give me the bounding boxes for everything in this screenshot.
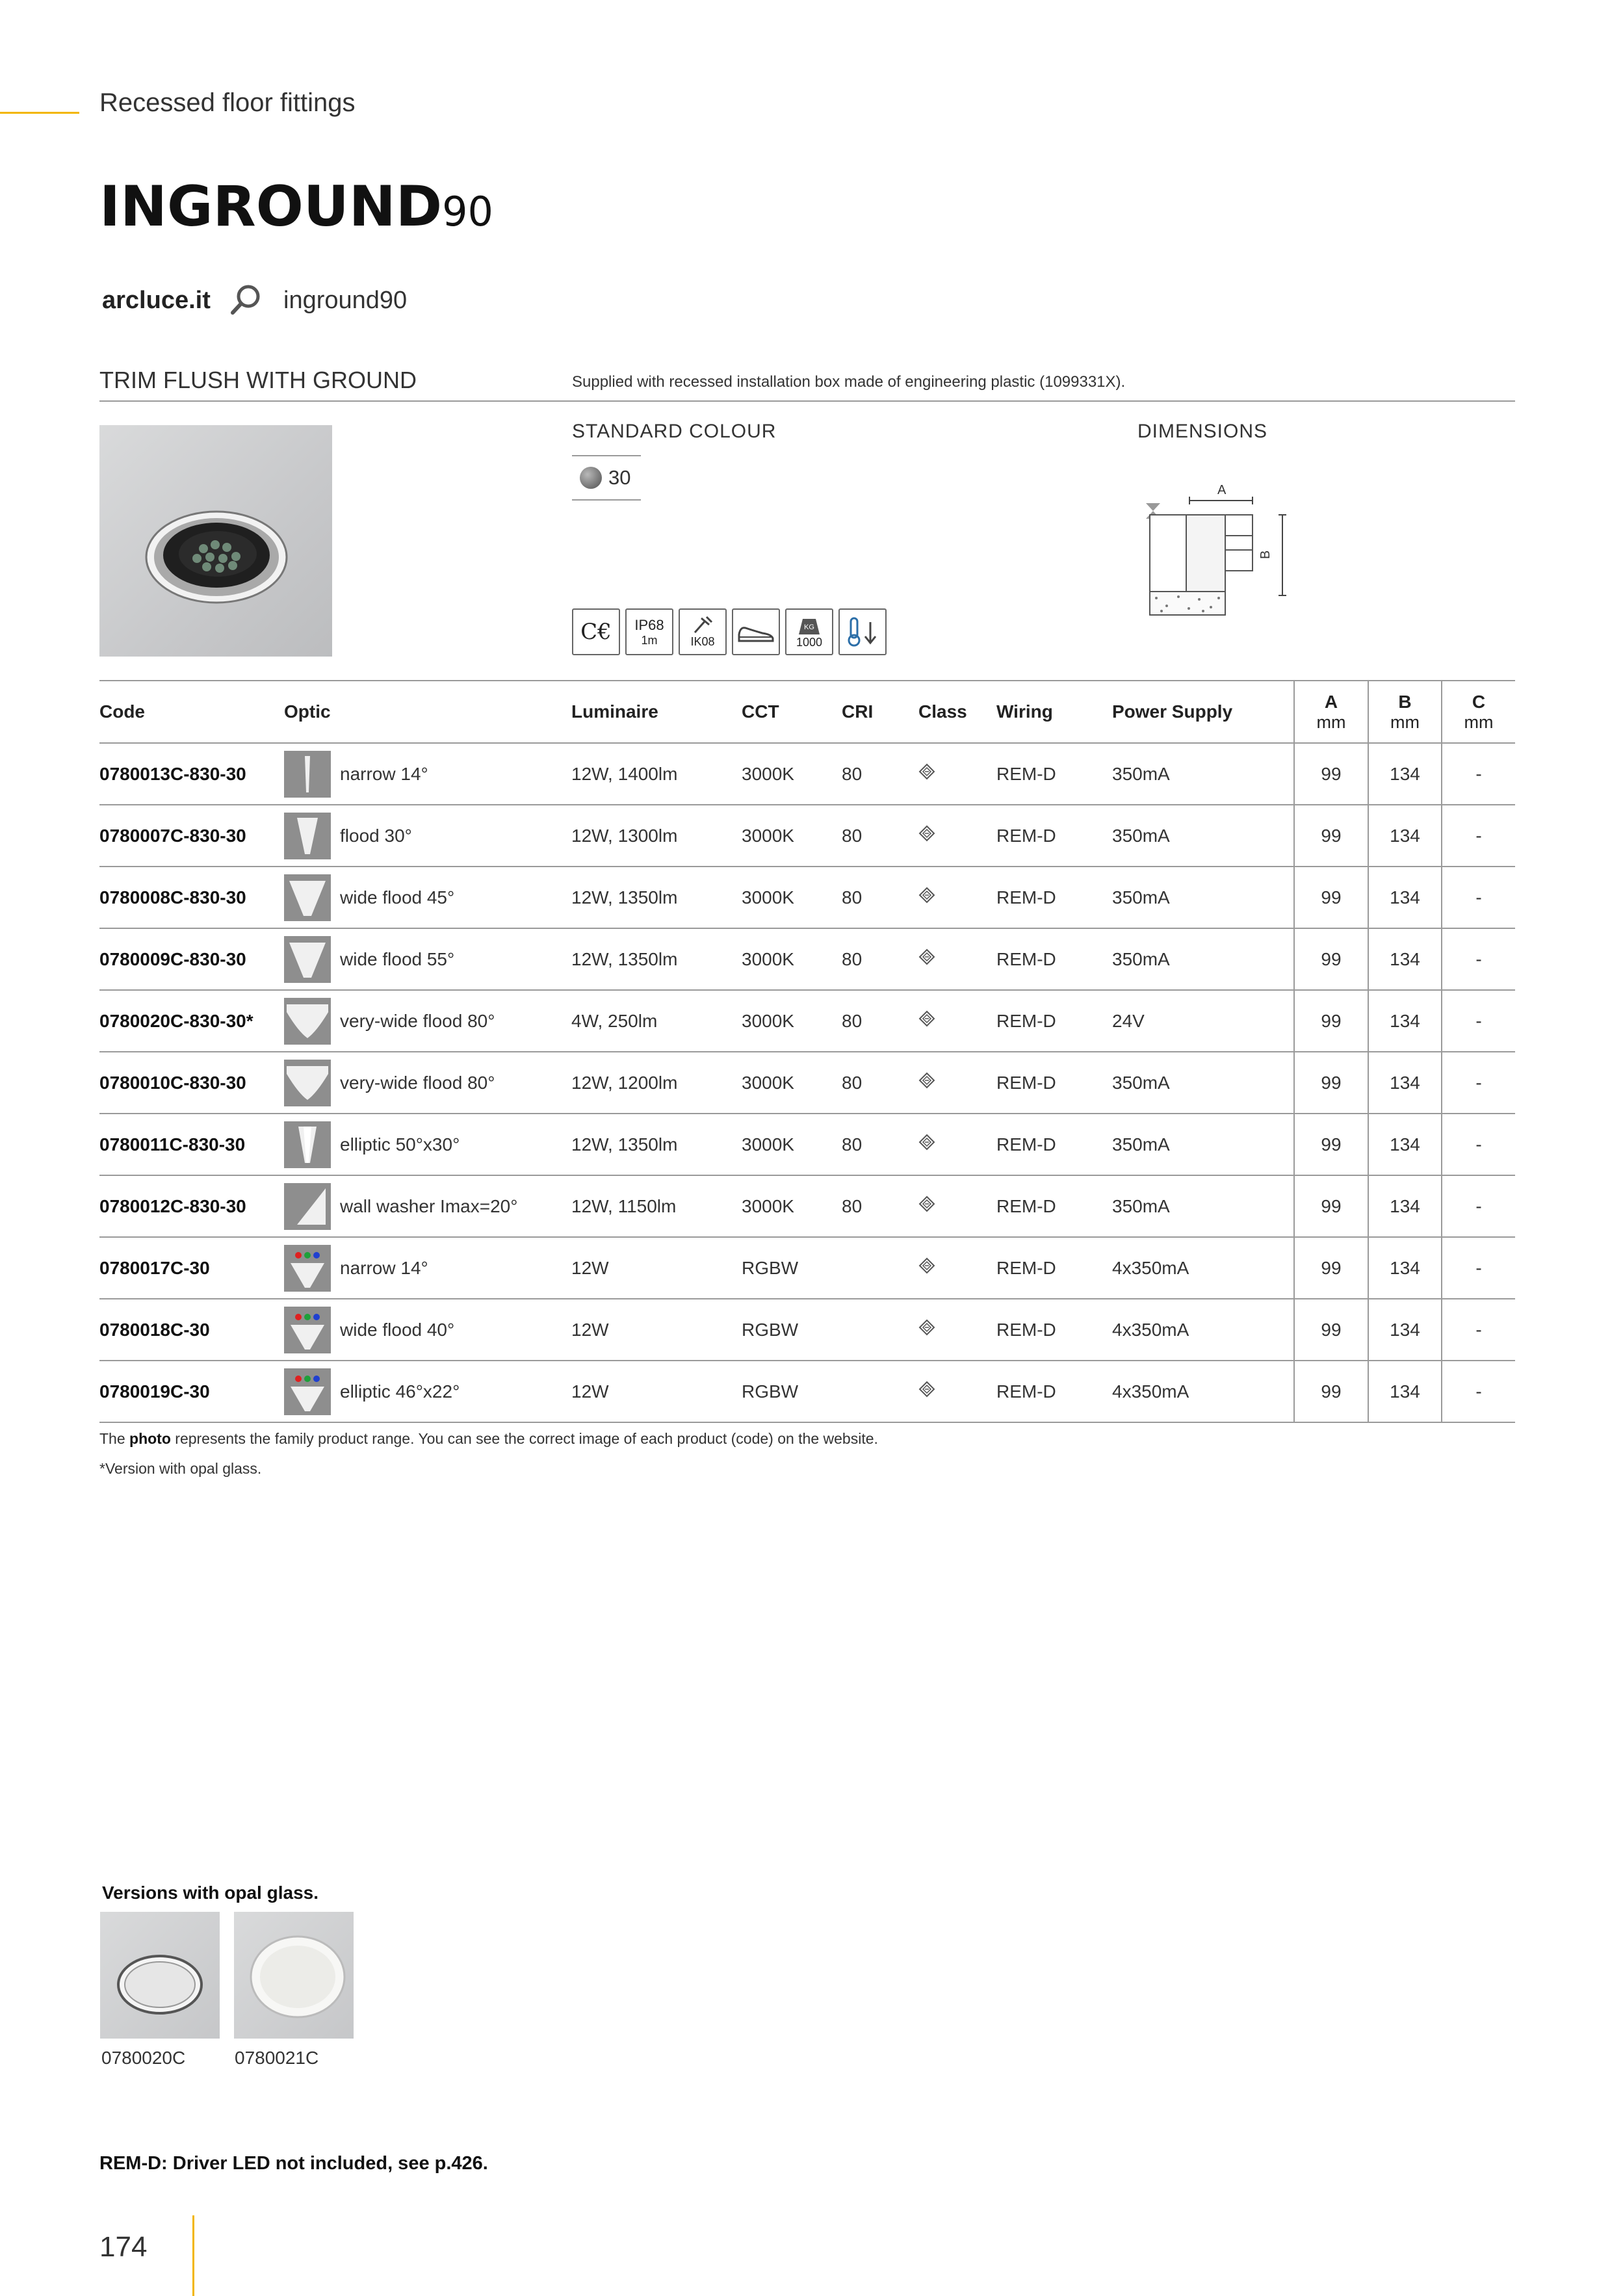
optic-wrapper	[284, 1368, 571, 1415]
ce-mark-text: C€	[580, 619, 612, 645]
cell-class	[918, 1361, 996, 1422]
table-row	[99, 1052, 1515, 1114]
opal-luminaire-illustration	[100, 1912, 220, 2039]
specification-table	[99, 680, 1515, 1423]
cell-a: 99	[1294, 990, 1368, 1052]
cell-cct: RGBW	[742, 1361, 842, 1422]
optic-wrapper	[284, 936, 571, 983]
cell-code: 0780011C-830-30	[99, 1114, 284, 1175]
standard-colour-label: STANDARD COLOUR	[572, 421, 777, 442]
cell-a: 99	[1294, 1299, 1368, 1361]
cell-luminaire: 12W, 1300lm	[571, 805, 742, 867]
title-main: INGROUND	[99, 174, 443, 239]
certification-icons	[572, 608, 887, 658]
cell-luminaire: 4W, 250lm	[571, 990, 742, 1052]
cell-cri	[842, 1237, 918, 1299]
optic-wrapper	[284, 1307, 571, 1353]
cell-b: 134	[1368, 805, 1442, 867]
cell-luminaire: 12W, 1150lm	[571, 1175, 742, 1237]
table-row	[99, 805, 1515, 867]
page-number: 174	[99, 2231, 148, 2263]
class-iii-icon	[918, 1134, 935, 1151]
header-wiring: Wiring	[996, 681, 1112, 743]
header-cri: CRI	[842, 681, 918, 743]
cell-c: -	[1442, 867, 1515, 928]
table-row	[99, 1299, 1515, 1361]
shoe-icon	[736, 620, 775, 644]
cell-b: 134	[1368, 1114, 1442, 1175]
product-title	[99, 174, 493, 239]
cell-b: 134	[1368, 743, 1442, 805]
footer-accent-line	[192, 2215, 194, 2296]
cell-cct: 3000K	[742, 805, 842, 867]
header-optic: Optic	[284, 681, 571, 743]
cell-power-supply: 350mA	[1112, 867, 1294, 928]
cell-wiring: REM-D	[996, 743, 1112, 805]
cell-code: 0780012C-830-30	[99, 1175, 284, 1237]
weight-unit: KG	[804, 623, 814, 631]
optic-wrapper	[284, 751, 571, 798]
cell-optic	[284, 1361, 571, 1422]
ik08-icon	[679, 608, 727, 655]
opal-versions-title: Versions with opal glass.	[102, 1883, 318, 1903]
ip68-depth: 1m	[641, 633, 658, 647]
optic-rgb-icon	[284, 1368, 331, 1415]
cell-code: 0780017C-30	[99, 1237, 284, 1299]
cell-optic	[284, 805, 571, 867]
cell-power-supply: 4x350mA	[1112, 1361, 1294, 1422]
header-c-label: C	[1472, 691, 1486, 712]
cell-c: -	[1442, 1299, 1515, 1361]
cell-class	[918, 1237, 996, 1299]
cell-c: -	[1442, 1052, 1515, 1114]
opal-photo-0780020c	[100, 1912, 220, 2039]
cell-b: 134	[1368, 1237, 1442, 1299]
class-iii-icon	[918, 763, 935, 780]
optic-wrapper	[284, 874, 571, 921]
cell-code: 0780013C-830-30	[99, 743, 284, 805]
table-row	[99, 867, 1515, 928]
cell-b: 134	[1368, 1175, 1442, 1237]
cell-a: 99	[1294, 1361, 1368, 1422]
cell-cri: 80	[842, 1175, 918, 1237]
cell-code: 0780007C-830-30	[99, 805, 284, 867]
cell-code: 0780018C-30	[99, 1299, 284, 1361]
search-icon[interactable]	[227, 282, 264, 319]
optic-label: narrow 14°	[340, 763, 428, 784]
cell-luminaire: 12W, 1350lm	[571, 1114, 742, 1175]
cell-code: 0780008C-830-30	[99, 867, 284, 928]
optic-wrapper	[284, 1245, 571, 1292]
product-photo	[99, 425, 332, 657]
colour-code: 30	[608, 466, 631, 489]
cell-power-supply: 350mA	[1112, 1114, 1294, 1175]
cell-optic	[284, 1299, 571, 1361]
load-value: 1000	[796, 635, 823, 649]
header-luminaire: Luminaire	[571, 681, 742, 743]
cell-luminaire: 12W, 1400lm	[571, 743, 742, 805]
cell-wiring: REM-D	[996, 1361, 1112, 1422]
cell-luminaire: 12W	[571, 1361, 742, 1422]
cell-class	[918, 990, 996, 1052]
opal-luminaire-illustration	[234, 1912, 354, 2039]
cell-power-supply: 24V	[1112, 990, 1294, 1052]
class-iii-icon	[918, 1072, 935, 1089]
cell-optic	[284, 990, 571, 1052]
cell-b: 134	[1368, 1361, 1442, 1422]
cell-optic	[284, 1175, 571, 1237]
colour-swatch	[580, 467, 602, 489]
header-class: Class	[918, 681, 996, 743]
optic-label: wide flood 40°	[340, 1319, 455, 1340]
cell-luminaire: 12W	[571, 1237, 742, 1299]
photo-note-pre: The	[99, 1430, 130, 1447]
cell-luminaire: 12W, 1350lm	[571, 867, 742, 928]
cell-a: 99	[1294, 1114, 1368, 1175]
cell-class	[918, 805, 996, 867]
header-a	[1294, 681, 1368, 743]
cell-code: 0780010C-830-30	[99, 1052, 284, 1114]
cell-wiring: REM-D	[996, 1175, 1112, 1237]
cell-power-supply: 350mA	[1112, 805, 1294, 867]
cell-luminaire: 12W, 1200lm	[571, 1052, 742, 1114]
load-1000kg-icon	[785, 608, 833, 655]
table-header-row	[99, 681, 1515, 743]
optic-label: wide flood 55°	[340, 948, 455, 969]
table-row	[99, 1361, 1515, 1422]
dimensions-label: DIMENSIONS	[1137, 421, 1268, 442]
header-a-label: A	[1324, 691, 1338, 712]
cell-optic	[284, 1114, 571, 1175]
optic-wrapper	[284, 813, 571, 859]
cell-class	[918, 1114, 996, 1175]
luminaire-illustration	[99, 425, 332, 657]
optic-elliptic-icon	[284, 1121, 331, 1168]
cell-luminaire: 12W	[571, 1299, 742, 1361]
cell-a: 99	[1294, 1237, 1368, 1299]
cell-power-supply: 350mA	[1112, 743, 1294, 805]
cell-wiring: REM-D	[996, 928, 1112, 990]
thermometer-icon	[843, 616, 882, 648]
photo-note-post: represents the family product range. You can see the correct image of each product (code) on the website.	[170, 1430, 878, 1447]
cell-code: 0780020C-830-30*	[99, 990, 284, 1052]
opal-photo-0780021c	[234, 1912, 354, 2039]
optic-wrapper	[284, 1121, 571, 1168]
optic-washer-icon	[284, 1183, 331, 1230]
opal-code-0780020c: 0780020C	[101, 2048, 186, 2068]
optic-label: flood 30°	[340, 825, 412, 846]
cell-b: 134	[1368, 1299, 1442, 1361]
trim-label: TRIM FLUSH WITH GROUND	[99, 367, 417, 393]
optic-narrow-icon	[284, 751, 331, 798]
walk-over-icon	[732, 608, 780, 655]
cell-wiring: REM-D	[996, 1052, 1112, 1114]
cell-cct: 3000K	[742, 1114, 842, 1175]
cell-b: 134	[1368, 1052, 1442, 1114]
colour-swatch-row	[572, 455, 641, 501]
cell-cri: 80	[842, 1052, 918, 1114]
optic-wide-icon	[284, 936, 331, 983]
photo-note-bold: photo	[129, 1430, 171, 1447]
table-body	[99, 743, 1515, 1422]
cell-a: 99	[1294, 805, 1368, 867]
table-row	[99, 928, 1515, 990]
cell-cri	[842, 1361, 918, 1422]
dim-b-label: B	[1258, 550, 1273, 559]
optic-rgb-icon	[284, 1307, 331, 1353]
cell-cri: 80	[842, 743, 918, 805]
cell-optic	[284, 867, 571, 928]
optic-label: elliptic 46°x22°	[340, 1381, 460, 1402]
class-iii-icon	[918, 1319, 935, 1336]
ce-mark-icon	[572, 608, 620, 655]
cell-a: 99	[1294, 743, 1368, 805]
dimensions-drawing	[1141, 481, 1303, 624]
supplied-note: Supplied with recessed installation box made of engineering plastic (1099331X).	[572, 373, 1126, 391]
cell-c: -	[1442, 805, 1515, 867]
cell-class	[918, 1052, 996, 1114]
cell-cri: 80	[842, 928, 918, 990]
table-row	[99, 1175, 1515, 1237]
cell-wiring: REM-D	[996, 1299, 1112, 1361]
optic-label: wide flood 45°	[340, 887, 455, 907]
cell-a: 99	[1294, 1052, 1368, 1114]
class-iii-icon	[918, 1381, 935, 1398]
opal-glass-note: *Version with opal glass.	[99, 1460, 262, 1477]
optic-label: narrow 14°	[340, 1257, 428, 1278]
cell-code: 0780019C-30	[99, 1361, 284, 1422]
optic-wrapper	[284, 1183, 571, 1230]
optic-rgb-icon	[284, 1245, 331, 1292]
cell-power-supply: 350mA	[1112, 928, 1294, 990]
table-row	[99, 1237, 1515, 1299]
table-row	[99, 743, 1515, 805]
cell-optic	[284, 1237, 571, 1299]
cell-code: 0780009C-830-30	[99, 928, 284, 990]
cell-wiring: REM-D	[996, 990, 1112, 1052]
cell-class	[918, 867, 996, 928]
cell-cct: RGBW	[742, 1237, 842, 1299]
cell-b: 134	[1368, 928, 1442, 990]
header-accent-line	[0, 112, 79, 114]
ip68-text: IP68	[634, 616, 664, 633]
header-a-unit: mm	[1316, 712, 1346, 732]
dim-a-label: A	[1217, 483, 1227, 497]
header-c-unit: mm	[1464, 712, 1494, 732]
cell-a: 99	[1294, 867, 1368, 928]
cell-c: -	[1442, 1361, 1515, 1422]
cell-cct: 3000K	[742, 1052, 842, 1114]
cell-c: -	[1442, 928, 1515, 990]
cell-cri	[842, 1299, 918, 1361]
brand-site-link[interactable]: arcluce.it	[102, 287, 211, 314]
class-iii-icon	[918, 887, 935, 904]
cell-cct: 3000K	[742, 928, 842, 990]
ip68-icon	[625, 608, 673, 655]
cell-cri: 80	[842, 867, 918, 928]
optic-wrapper	[284, 1060, 571, 1106]
optic-label: wall washer Imax=20°	[340, 1195, 518, 1216]
cell-cct: 3000K	[742, 1175, 842, 1237]
title-suffix: 90	[442, 188, 493, 235]
class-iii-icon	[918, 948, 935, 965]
search-term[interactable]: inground90	[283, 287, 408, 314]
cell-optic	[284, 743, 571, 805]
weight-icon	[796, 615, 822, 636]
cell-cct: 3000K	[742, 867, 842, 928]
hammer-icon	[688, 616, 717, 635]
optic-wrapper	[284, 998, 571, 1045]
class-iii-icon	[918, 1010, 935, 1027]
header-b-unit: mm	[1390, 712, 1420, 732]
cell-wiring: REM-D	[996, 1114, 1112, 1175]
cell-b: 134	[1368, 990, 1442, 1052]
table-row	[99, 990, 1515, 1052]
cell-a: 99	[1294, 1175, 1368, 1237]
category-label: Recessed floor fittings	[99, 88, 356, 117]
cell-wiring: REM-D	[996, 805, 1112, 867]
cell-cri: 80	[842, 805, 918, 867]
cell-luminaire: 12W, 1350lm	[571, 928, 742, 990]
header-c	[1442, 681, 1515, 743]
cell-c: -	[1442, 1175, 1515, 1237]
cell-power-supply: 4x350mA	[1112, 1237, 1294, 1299]
optic-label: elliptic 50°x30°	[340, 1134, 460, 1155]
cell-a: 99	[1294, 928, 1368, 990]
temperature-icon	[838, 608, 887, 655]
section-divider	[99, 400, 1515, 402]
optic-wide-icon	[284, 874, 331, 921]
cell-wiring: REM-D	[996, 1237, 1112, 1299]
cell-class	[918, 928, 996, 990]
cell-cct: 3000K	[742, 743, 842, 805]
header-b	[1368, 681, 1442, 743]
header-b-label: B	[1398, 691, 1412, 712]
cell-b: 134	[1368, 867, 1442, 928]
optic-verywide-icon	[284, 1060, 331, 1106]
cell-power-supply: 4x350mA	[1112, 1299, 1294, 1361]
cell-power-supply: 350mA	[1112, 1052, 1294, 1114]
optic-label: very-wide flood 80°	[340, 1010, 495, 1031]
cell-c: -	[1442, 990, 1515, 1052]
cell-cri: 80	[842, 1114, 918, 1175]
table-row	[99, 1114, 1515, 1175]
optic-label: very-wide flood 80°	[340, 1072, 495, 1093]
ik08-text: IK08	[690, 634, 715, 648]
cell-cri: 80	[842, 990, 918, 1052]
rem-d-note: REM-D: Driver LED not included, see p.426.	[99, 2153, 488, 2174]
cell-c: -	[1442, 1237, 1515, 1299]
cell-class	[918, 1175, 996, 1237]
optic-verywide-icon	[284, 998, 331, 1045]
cell-optic	[284, 1052, 571, 1114]
header-code: Code	[99, 681, 284, 743]
header-cct: CCT	[742, 681, 842, 743]
class-iii-icon	[918, 825, 935, 842]
cell-class	[918, 1299, 996, 1361]
cell-wiring: REM-D	[996, 867, 1112, 928]
cell-class	[918, 743, 996, 805]
cell-optic	[284, 928, 571, 990]
cell-c: -	[1442, 743, 1515, 805]
optic-flood-icon	[284, 813, 331, 859]
header-power-supply: Power Supply	[1112, 681, 1294, 743]
class-iii-icon	[918, 1195, 935, 1212]
class-iii-icon	[918, 1257, 935, 1274]
cell-power-supply: 350mA	[1112, 1175, 1294, 1237]
cell-cct: 3000K	[742, 990, 842, 1052]
cell-cct: RGBW	[742, 1299, 842, 1361]
opal-code-0780021c: 0780021C	[235, 2048, 319, 2068]
photo-note	[99, 1430, 878, 1448]
cell-c: -	[1442, 1114, 1515, 1175]
